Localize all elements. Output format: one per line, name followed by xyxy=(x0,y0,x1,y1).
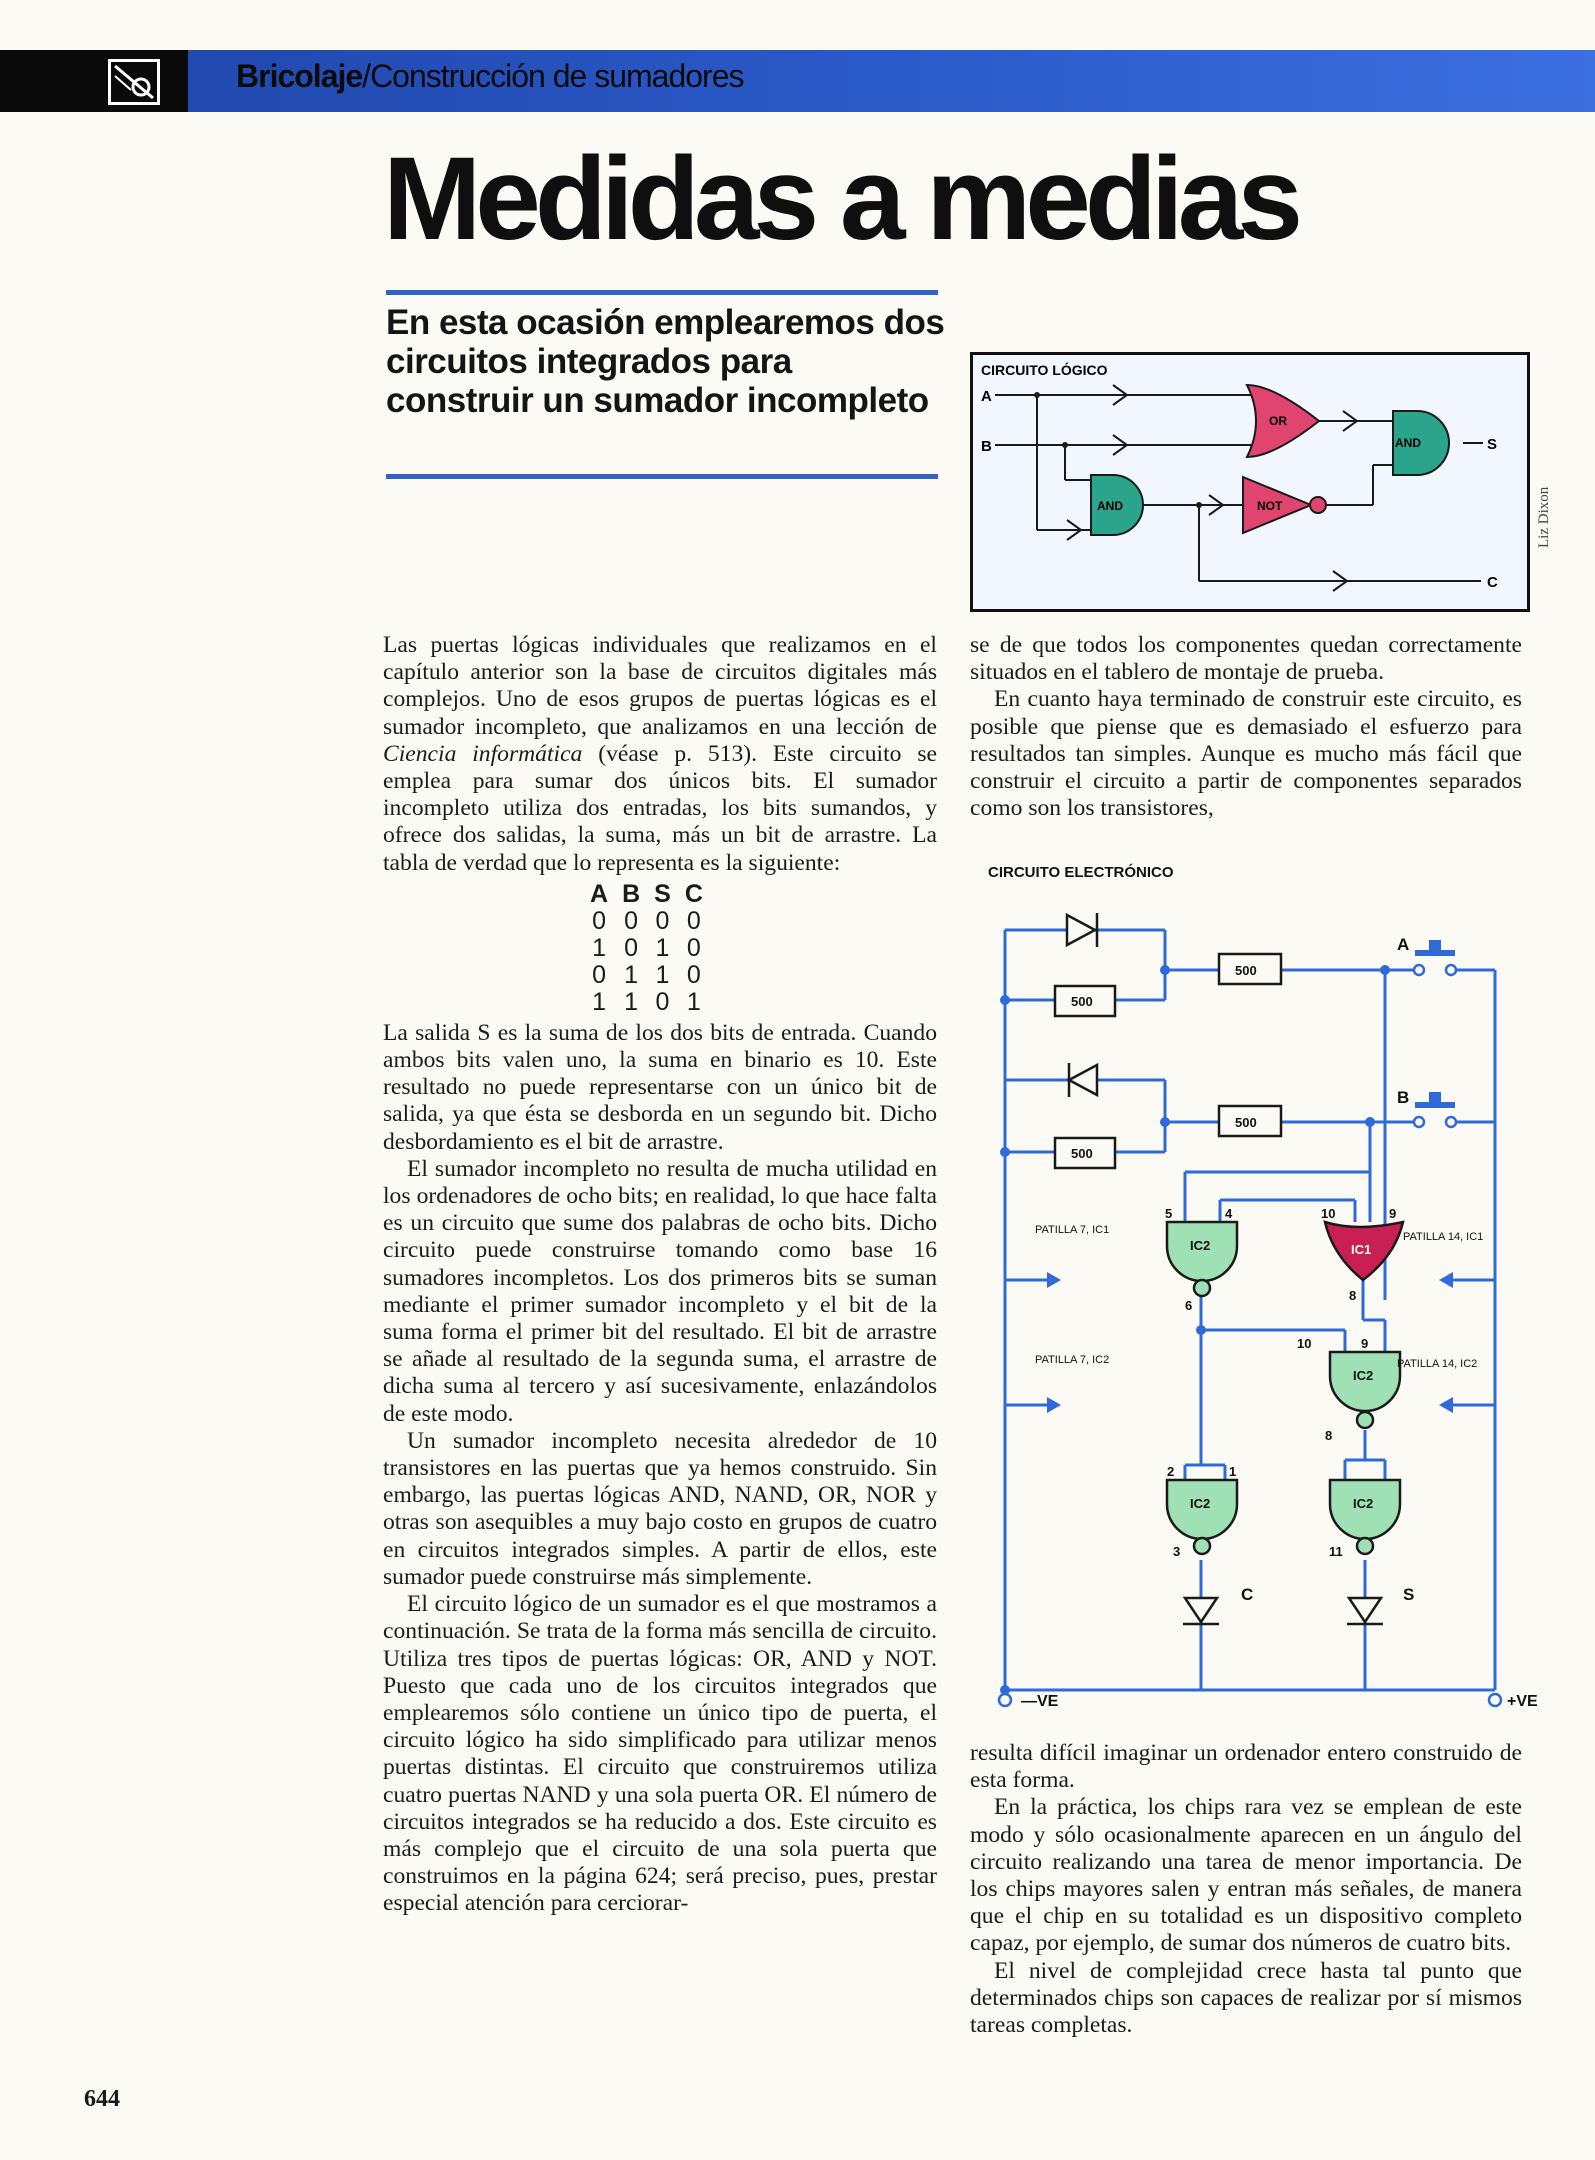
truth-cell: 1 xyxy=(655,933,670,962)
truth-cell: 0 xyxy=(686,933,701,962)
switch-a-icon xyxy=(1414,940,1456,975)
truth-cell: 1 xyxy=(592,933,606,962)
not-bubble-icon xyxy=(1310,497,1326,513)
or-gate-label: OR xyxy=(1269,414,1287,428)
truth-cell: 0 xyxy=(655,906,670,935)
diode-top-icon xyxy=(1067,913,1097,947)
logic-output-s: S xyxy=(1487,436,1498,453)
nand-bubble-icon xyxy=(1357,1538,1373,1554)
truth-row xyxy=(583,935,710,962)
diode-mid-icon xyxy=(1069,1063,1097,1097)
pin-2-label: 2 xyxy=(1167,1464,1175,1479)
resistor-3-label: 500 xyxy=(1235,1115,1257,1130)
col1-p1-tail: (véase p. 513). Este circuito se emplea para sumar dos únicos bits. El sumador incompleto utiliza dos entradas, los bits sumandos, y ofrece dos salidas, la suma, más un bit de arrastre. La tabla de verdad que lo representa es la siguiente: xyxy=(383,740,937,876)
pin-8b-label: 8 xyxy=(1325,1428,1333,1443)
pin-1-label: 1 xyxy=(1229,1464,1237,1479)
switch-b-label: B xyxy=(1397,1088,1410,1107)
pin-3-label: 3 xyxy=(1173,1544,1181,1559)
column-1 xyxy=(383,632,937,1918)
switch-b-icon xyxy=(1414,1092,1456,1127)
logic-input-b: B xyxy=(981,438,992,455)
pin14-ic1-label: PATILLA 14, IC1 xyxy=(1403,1231,1484,1243)
section-logo-icon xyxy=(108,59,160,105)
resistor-1-label: 500 xyxy=(1071,994,1093,1009)
truth-cell: 0 xyxy=(592,906,606,935)
nand-bubble-icon xyxy=(1194,1280,1210,1296)
truth-cell: 0 xyxy=(624,933,639,962)
output-s-label: S xyxy=(1403,1585,1415,1604)
page-number: 644 xyxy=(84,2086,120,2112)
col1-paragraph-3: El sumador incompleto no resulta de mucha utilidad en los ordenadores de ocho bits; en realidad, lo que hace falta es un circuito que sume dos palabras de ocho bits. Dicho circuito puede construirse tomando como base 16 sumadores incompletos. Los dos primeros bits se suman mediante el primer sumador incompleto y el bit de la suma forma el primer bit del resultado. El bit de arrastre se añade al resultado de la segunda suma, el arrastre de dicha suma al tercero y así sucesivamente, enlazándolos de este modo. xyxy=(383,1155,937,1427)
col1-paragraph-4: Un sumador incompleto necesita alrededor de 10 transistores en las puertas que ya hemos construido. Sin embargo, las puertas lógicas AND, NAND, OR, NOR y otras son asequibles a muy bajo costo en grupos de cuatro en circuitos integrados simples. A partir de ellos, este sumador puede construirse más simplemente. xyxy=(383,1427,937,1590)
electronic-circuit-caption: CIRCUITO ELECTRÓNICO xyxy=(988,864,1174,881)
switch-a-label: A xyxy=(1397,935,1410,954)
pin-10b-label: 10 xyxy=(1297,1336,1312,1351)
header-section: Bricolaje xyxy=(236,58,363,94)
gate-bottom-right-label: IC2 xyxy=(1353,1496,1374,1511)
header-topic: Construcción de sumadores xyxy=(370,58,744,94)
truth-cell: 1 xyxy=(624,987,639,1016)
col2-paragraph-3: resulta difícil imaginar un ordenador entero construido de esta forma. xyxy=(970,1740,1522,1794)
terminal-positive-icon xyxy=(1489,1694,1501,1706)
pin-11-label: 11 xyxy=(1329,1544,1343,1559)
pin-5-label: 5 xyxy=(1165,1206,1173,1221)
pin7-ic1-label: PATILLA 7, IC1 xyxy=(1035,1224,1110,1236)
truth-cell: 1 xyxy=(686,987,701,1016)
nand-bubble-icon xyxy=(1194,1538,1210,1554)
column-2-top xyxy=(970,632,1522,822)
led-c-icon xyxy=(1183,1598,1219,1624)
pin-4-label: 4 xyxy=(1225,1206,1233,1221)
gate-top-left-label: IC2 xyxy=(1190,1238,1211,1253)
truth-cell: 1 xyxy=(624,960,639,989)
terminal-negative-icon xyxy=(999,1694,1011,1706)
col1-paragraph-1 xyxy=(383,632,937,877)
truth-header-a: A xyxy=(590,879,609,908)
output-c-label: C xyxy=(1241,1585,1254,1604)
col2-paragraph-4: En la práctica, los chips rara vez se emplean de este modo y sólo ocasionalmente aparecen en un ángulo del circuito realizando una tarea de menor importancia. De los chips mayores salen y entran más señales, de manera que el chip en su totalidad es un dispositivo completo capaz, por ejemplo, de sumar dos números de cuatro bits. xyxy=(970,1794,1522,1957)
pin-6-label: 6 xyxy=(1185,1298,1193,1313)
truth-header-c: C xyxy=(684,879,703,908)
truth-cell: 1 xyxy=(592,987,606,1016)
pin7-ic2-label: PATILLA 7, IC2 xyxy=(1035,1354,1110,1366)
truth-cell: 1 xyxy=(655,960,670,989)
led-s-icon xyxy=(1347,1598,1383,1624)
and-output-gate-label: AND xyxy=(1395,436,1421,450)
resistor-2-label: 500 xyxy=(1235,963,1257,978)
negative-terminal-label: —VE xyxy=(1021,1693,1059,1710)
col2-paragraph-5: El nivel de complejidad crece hasta tal punto que determinados chips son capaces de realizar por sí mismos tareas completas. xyxy=(970,1957,1522,2039)
col2-paragraph-2: En cuanto haya terminado de construir este circuito, es posible que piense que es demasiado el esfuerzo para resultados tan simples. Aunque es mucho más fácil que construir el circuito a partir de componentes separados como son los transistores, xyxy=(970,686,1522,822)
nand-bubble-icon xyxy=(1357,1412,1373,1428)
gate-mid-label: IC2 xyxy=(1353,1368,1374,1383)
truth-row xyxy=(583,962,710,989)
pin-9a-label: 9 xyxy=(1389,1206,1397,1221)
col2-paragraph-1: se de que todos los componentes quedan correctamente situados en el tablero de montaje de prueba. xyxy=(970,632,1522,686)
illustration-credit: Liz Dixon xyxy=(1536,486,1552,548)
header-separator: / xyxy=(362,58,371,94)
subtitle-top-rule xyxy=(386,290,938,295)
truth-cell: 0 xyxy=(686,906,701,935)
truth-header-s: S xyxy=(654,879,671,908)
logic-input-a: A xyxy=(981,388,992,405)
pin-8a-label: 8 xyxy=(1349,1288,1357,1303)
pin-9b-label: 9 xyxy=(1361,1336,1369,1351)
truth-cell: 0 xyxy=(686,960,701,989)
logic-output-c: C xyxy=(1487,574,1498,591)
and-gate-label: AND xyxy=(1097,499,1123,513)
truth-row xyxy=(583,908,710,935)
not-gate-label: NOT xyxy=(1257,499,1283,513)
running-header xyxy=(236,58,743,95)
subtitle: En esta ocasión emplearemos dos circuitos integrados para construir un sumador incompleto xyxy=(386,303,945,420)
page-title: Medidas a medias xyxy=(383,133,1297,265)
positive-terminal-label: +VE xyxy=(1507,1693,1538,1710)
col1-paragraph-5: El circuito lógico de un sumador es el que mostramos a continuación. Se trata de la forma más sencilla de circuito. Utiliza tres tipos de puertas lógicas: OR, AND y NOT. Puesto que cada uno de los circuitos integrados que emplearemos sólo contiene un único tipo de puerta, el circuito lógico ha sido simplificado para utilizar menos puertas distintas. El circuito que construiremos utiliza cuatro puertas NAND y una sola puerta OR. El número de circuitos integrados se ha reducido a dos. Este circuito es más complejo que el circuito de una sola puerta que construimos en la página 624; será preciso, pues, prestar especial atención para cerciorar- xyxy=(383,1591,937,1917)
pin-10a-label: 10 xyxy=(1321,1206,1336,1221)
truth-cell: 0 xyxy=(624,906,639,935)
gate-or-label: IC1 xyxy=(1351,1242,1372,1257)
truth-cell: 0 xyxy=(655,987,670,1016)
truth-table xyxy=(583,881,710,1016)
truth-row xyxy=(583,989,710,1016)
resistor-4-label: 500 xyxy=(1071,1146,1093,1161)
truth-header-b: B xyxy=(622,879,641,908)
col1-p1-emphasis: Ciencia informática xyxy=(383,740,583,767)
col1-p1-text: Las puertas lógicas individuales que realizamos en el capítulo anterior son la base de circuitos digitales más complejos. Uno de esos grupos de puertas lógicas es el sumador incompleto, que analizamos en una lección de xyxy=(383,632,937,740)
col1-paragraph-2: La salida S es la suma de los dos bits de entrada. Cuando ambos bits valen uno, la suma en binario es 10. Este resultado no puede representarse con un único bit de salida, ya que ésta se desborda en un segundo bit. Dicho desbordamiento es el bit de arrastre. xyxy=(383,1019,937,1155)
logic-circuit-figure xyxy=(970,352,1530,612)
gate-bottom-left-label: IC2 xyxy=(1190,1496,1211,1511)
pin14-ic2-label: PATILLA 14, IC2 xyxy=(1397,1358,1478,1370)
electronic-circuit-figure xyxy=(985,860,1565,1718)
column-2-bottom xyxy=(970,1740,1522,2039)
subtitle-bottom-rule xyxy=(386,474,938,479)
truth-cell: 0 xyxy=(592,960,606,989)
logic-caption: CIRCUITO LÓGICO xyxy=(981,362,1108,378)
